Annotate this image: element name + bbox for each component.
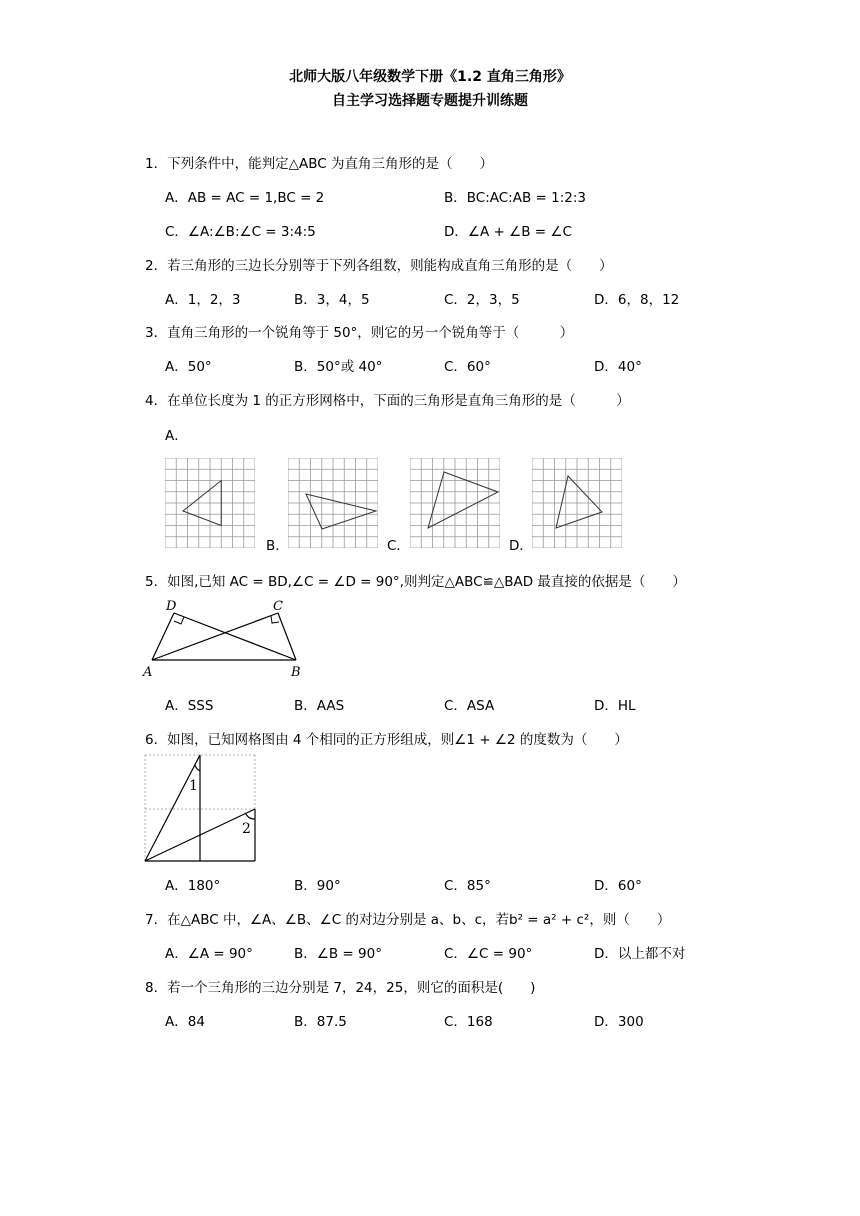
question-1-option-d: D．∠A + ∠B = ∠C [444, 224, 572, 240]
vertex-label-a: A [143, 665, 153, 680]
vertex-label-d: D [166, 599, 177, 614]
angle-1-label: 1 [189, 778, 198, 794]
question-5-stem: 5．如图,已知 AC = BD,∠C = ∠D = 90°,则判定△ABC≌△BAD 最直接的依据是（ ） [145, 574, 686, 590]
question-6-option-d: D．60° [594, 878, 642, 894]
question-7-stem: 7．在△ABC 中，∠A、∠B、∠C 的对边分别是 a、b、c，若b² = a² + c²，则（ ） [145, 912, 671, 928]
question-3-option-b: B．50°或 40° [294, 359, 383, 375]
question-4-grid-b [288, 458, 378, 548]
question-4-grid-c [410, 458, 500, 548]
question-6-option-a: A．180° [165, 878, 221, 894]
question-5-option-b: B．AAS [294, 698, 345, 714]
question-8-stem: 8．若一个三角形的三边分别是 7，24，25，则它的面积是( ) [145, 980, 536, 996]
question-6-figure [143, 753, 258, 865]
question-2-option-c: C．2，3，5 [444, 292, 520, 308]
document-subtitle: 自主学习选择题专题提升训练题 [332, 93, 528, 109]
question-4-grid-a [165, 458, 255, 548]
question-8-option-a: A．84 [165, 1014, 205, 1030]
question-5-option-d: D．HL [594, 698, 636, 714]
question-1-stem: 1．下列条件中，能判定△ABC 为直角三角形的是（ ） [145, 156, 493, 172]
question-1-option-a: A．AB = AC = 1,BC = 2 [165, 190, 325, 206]
vertex-label-b: B [291, 665, 301, 680]
question-2-option-a: A．1，2，3 [165, 292, 241, 308]
question-4-option-b: B． [266, 538, 289, 554]
question-4-option-c: C． [387, 538, 410, 554]
vertex-label-c: C [273, 599, 283, 614]
question-6-option-c: C．85° [444, 878, 491, 894]
question-8-option-d: D．300 [594, 1014, 644, 1030]
question-4-stem: 4．在单位长度为 1 的正方形网格中，下面的三角形是直角三角形的是（ ） [145, 393, 630, 409]
question-1-option-b: B．BC:AC:AB = 1:2:3 [444, 190, 586, 206]
question-8-option-c: C．168 [444, 1014, 493, 1030]
question-5-option-c: C．ASA [444, 698, 495, 714]
question-7-option-b: B．∠B = 90° [294, 946, 382, 962]
question-4-grid-d [532, 458, 622, 548]
angle-2-label: 2 [242, 821, 251, 837]
question-6-stem: 6．如图，已知网格图由 4 个相同的正方形组成，则∠1 + ∠2 的度数为（ ） [145, 732, 628, 748]
question-4-option-a: A． [165, 428, 188, 444]
question-3-option-a: A．50° [165, 359, 212, 375]
question-6-option-b: B．90° [294, 878, 341, 894]
question-2-option-d: D．6，8，12 [594, 292, 680, 308]
question-7-option-c: C．∠C = 90° [444, 946, 533, 962]
question-7-option-d: D．以上都不对 [594, 946, 686, 962]
question-5-option-a: A．SSS [165, 698, 214, 714]
question-8-option-b: B．87.5 [294, 1014, 347, 1030]
question-3-option-d: D．40° [594, 359, 642, 375]
question-4-option-d: D． [509, 538, 533, 554]
question-2-option-b: B．3，4，5 [294, 292, 370, 308]
question-2-stem: 2．若三角形的三边长分别等于下列各组数，则能构成直角三角形的是（ ） [145, 258, 613, 274]
question-5-figure [140, 597, 310, 682]
question-3-stem: 3．直角三角形的一个锐角等于 50°，则它的另一个锐角等于（ ） [145, 325, 574, 341]
question-1-option-c: C．∠A:∠B:∠C = 3:4:5 [165, 224, 316, 240]
question-7-option-a: A．∠A = 90° [165, 946, 253, 962]
document-title: 北师大版八年级数学下册《1.2 直角三角形》 [289, 69, 571, 85]
question-3-option-c: C．60° [444, 359, 491, 375]
